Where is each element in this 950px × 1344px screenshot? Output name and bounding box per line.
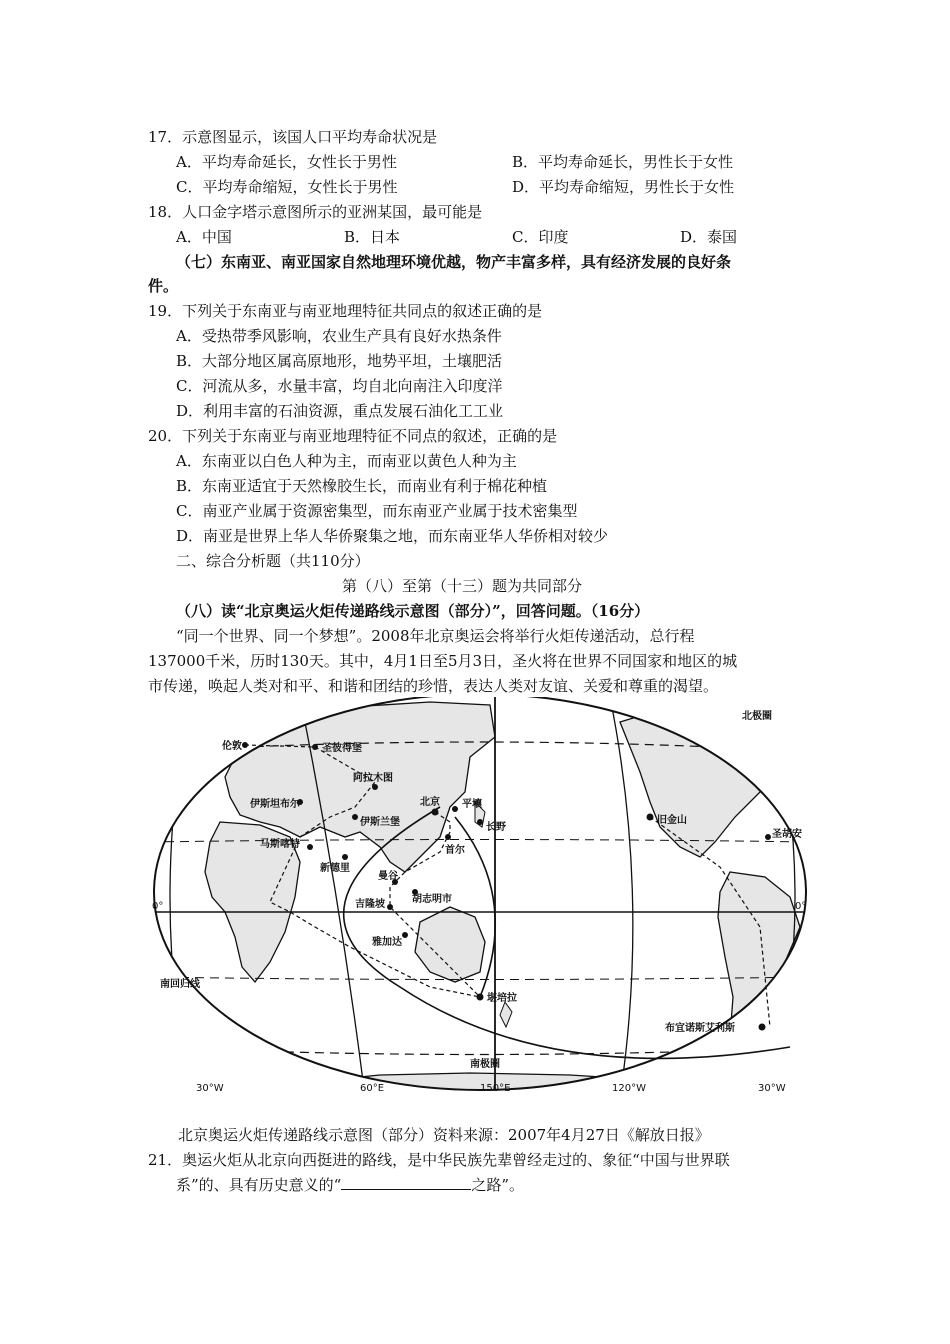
city-dot-beijing [432,809,439,816]
city-dot-seoul [445,834,451,840]
map-label-bangkok: 曼谷 [378,871,398,882]
city-dot-almaty [372,784,378,790]
q19-option-a: A．受热带季风影响，农业生产具有良好水热条件 [176,327,502,345]
q21-stem: 21．奥运火炬从北京向西挺进的路线，是中华民族先辈曾经走过的、象征“中国与世界联 [148,1151,730,1169]
map-label-ho-chi-minh: 胡志明市 [412,894,452,905]
q19-option-b: B．大部分地区属高原地形，地势平坦，土壤肥活 [176,352,503,370]
antarctic-circle-line [150,1047,810,1055]
longitude-label-150e: 150°E [480,1083,511,1094]
map-label-jakarta: 雅加达 [372,937,402,948]
city-dot-new-delhi [342,854,348,860]
map-label-islamabad: 伊斯兰堡 [360,817,400,828]
q21-stem-cont [176,1175,524,1195]
map-label-beijing: 北京 [420,797,440,808]
map-label-san-francisco: 旧金山 [657,815,687,826]
torch-route-map [150,697,810,1097]
map-label-st-petersburg: 圣彼得堡 [322,743,362,754]
longitude-label-60e: 60°E [360,1083,385,1094]
city-dot-london [242,742,248,748]
city-dot-islamabad [352,814,358,820]
section8-heading: （八）读“北京奥运火炬传递路线示意图（部分）”，回答问题。（16分） [176,602,650,620]
tropic-of-capricorn-line [150,977,810,980]
q20-stem: 20．下列关于东南亚与南亚地理特征不同点的叙述，正确的是 [148,427,558,445]
equator-label-left: 0° [152,901,164,912]
q18-stem: 18．人口金字塔示意图所示的亚洲某国，最可能是 [148,203,483,221]
longitude-label-30w-left: 30°W [196,1083,224,1094]
map-label-buenos-aires: 布宜诺斯艾利斯 [665,1023,735,1034]
city-dot-muscat [307,844,313,850]
city-dot-canberra [477,994,484,1001]
city-dot-kuala-lumpur [387,904,393,910]
q20-option-c: C．南亚产业属于资源密集型，而东南亚产业属于技术密集型 [176,502,578,520]
map-label-tropic-of-capricorn: 南回归线 [160,979,200,990]
q18-option-c: C．印度 [512,228,569,246]
city-dot-san-francisco [647,814,654,821]
q20-option-a: A．东南亚以白色人种为主，而南亚以黄色人种为主 [176,452,517,470]
q20-option-b: B．东南亚适宜于天然橡胶生长，而南业有利于棉花种植 [176,477,548,495]
q17-option-b: B．平均寿命延长，男性长于女性 [512,153,734,171]
landmass-australia [415,907,485,982]
meridian-30w-left [170,697,190,1097]
longitude-label-30w-right: 30°W [758,1083,786,1094]
landmass-new-zealand [500,1002,512,1027]
city-dot-buenos-aires [759,1024,766,1031]
part2-common-note: 第（八）至第（十三）题为共同部分 [342,577,583,595]
map-label-seoul: 首尔 [445,845,465,856]
city-dot-jakarta [402,932,408,938]
longitude-label-120w: 120°W [612,1083,646,1094]
map-label-new-delhi: 新德里 [320,863,350,874]
map-label-kuala-lumpur: 吉隆坡 [355,899,385,910]
city-dot-nagano [477,819,483,825]
city-dot-san-juan [765,834,771,840]
equator-label-right: 0° [795,901,807,912]
q17-option-d: D．平均寿命缩短，男性长于女性 [512,178,735,196]
section8-paragraph-line2: 137000千米，历时130天。其中，4月1日至5月3日，圣火将在世界不同国家和地区的城 [148,652,738,670]
map-label-antarctic-circle: 南极圈 [470,1059,500,1070]
map-label-canberra: 堪培拉 [487,993,517,1004]
city-dot-st-petersburg [312,744,318,750]
q20-option-d: D．南亚是世界上华人华侨聚集之地，而东南亚华人华侨相对较少 [176,527,609,545]
q17-option-a: A．平均寿命延长，女性长于男性 [176,153,397,171]
map-label-muscat: 马斯喀特 [260,839,300,850]
q19-stem: 19．下列关于东南亚与南亚地理特征共同点的叙述正确的是 [148,302,543,320]
map-label-pyongyang: 平壤 [462,799,482,810]
map-label-london: 伦敦 [222,741,242,752]
q17-option-c: C．平均寿命缩短，女性长于男性 [176,178,398,196]
section8-paragraph-line3: 市传递，唤起人类对和平、和谐和团结的珍惜，表达人类对友谊、关爱和尊重的渴望。 [148,677,719,695]
q18-option-a: A．中国 [176,228,232,246]
city-dot-pyongyang [452,806,458,812]
map-label-almaty: 阿拉木图 [353,773,393,784]
q19-option-d: D．利用丰富的石油资源，重点发展石油化工工业 [176,402,504,420]
q18-option-b: B．日本 [344,228,401,246]
map-label-istanbul: 伊斯坦布尔 [250,799,300,810]
q19-option-c: C．河流从多，水量丰富，均自北向南注入印度洋 [176,377,503,395]
q21-text-after-blank: 之路”。 [471,1176,525,1194]
map-caption: 北京奥运火炬传递路线示意图（部分）资料来源：2007年4月27日《解放日报》 [178,1126,710,1144]
section7-heading: （七）东南亚、南亚国家自然地理环境优越，物产丰富多样，具有经济发展的良好条 [176,253,732,271]
q17-stem: 17．示意图显示，该国人口平均寿命状况是 [148,128,438,146]
q18-option-d: D．泰国 [680,228,738,246]
map-label-arctic-circle: 北极圈 [742,711,772,722]
map-label-san-juan: 圣胡安 [772,829,802,840]
q21-text-before-blank: 系”的、具有历史意义的“ [176,1176,342,1194]
landmass-north-america [620,707,790,857]
section8-paragraph-line1: “同一个世界、同一个梦想”。2008年北京奥运会将举行火炬传递活动，总行程 [176,627,695,645]
section7-heading-cont: 件。 [148,277,179,295]
q21-answer-blank[interactable] [341,1175,471,1190]
map-label-nagano: 长野 [486,822,506,833]
meridian-120w [610,697,633,1097]
map-body [150,697,810,1097]
part2-heading: 二、综合分析题（共110分） [176,552,370,570]
